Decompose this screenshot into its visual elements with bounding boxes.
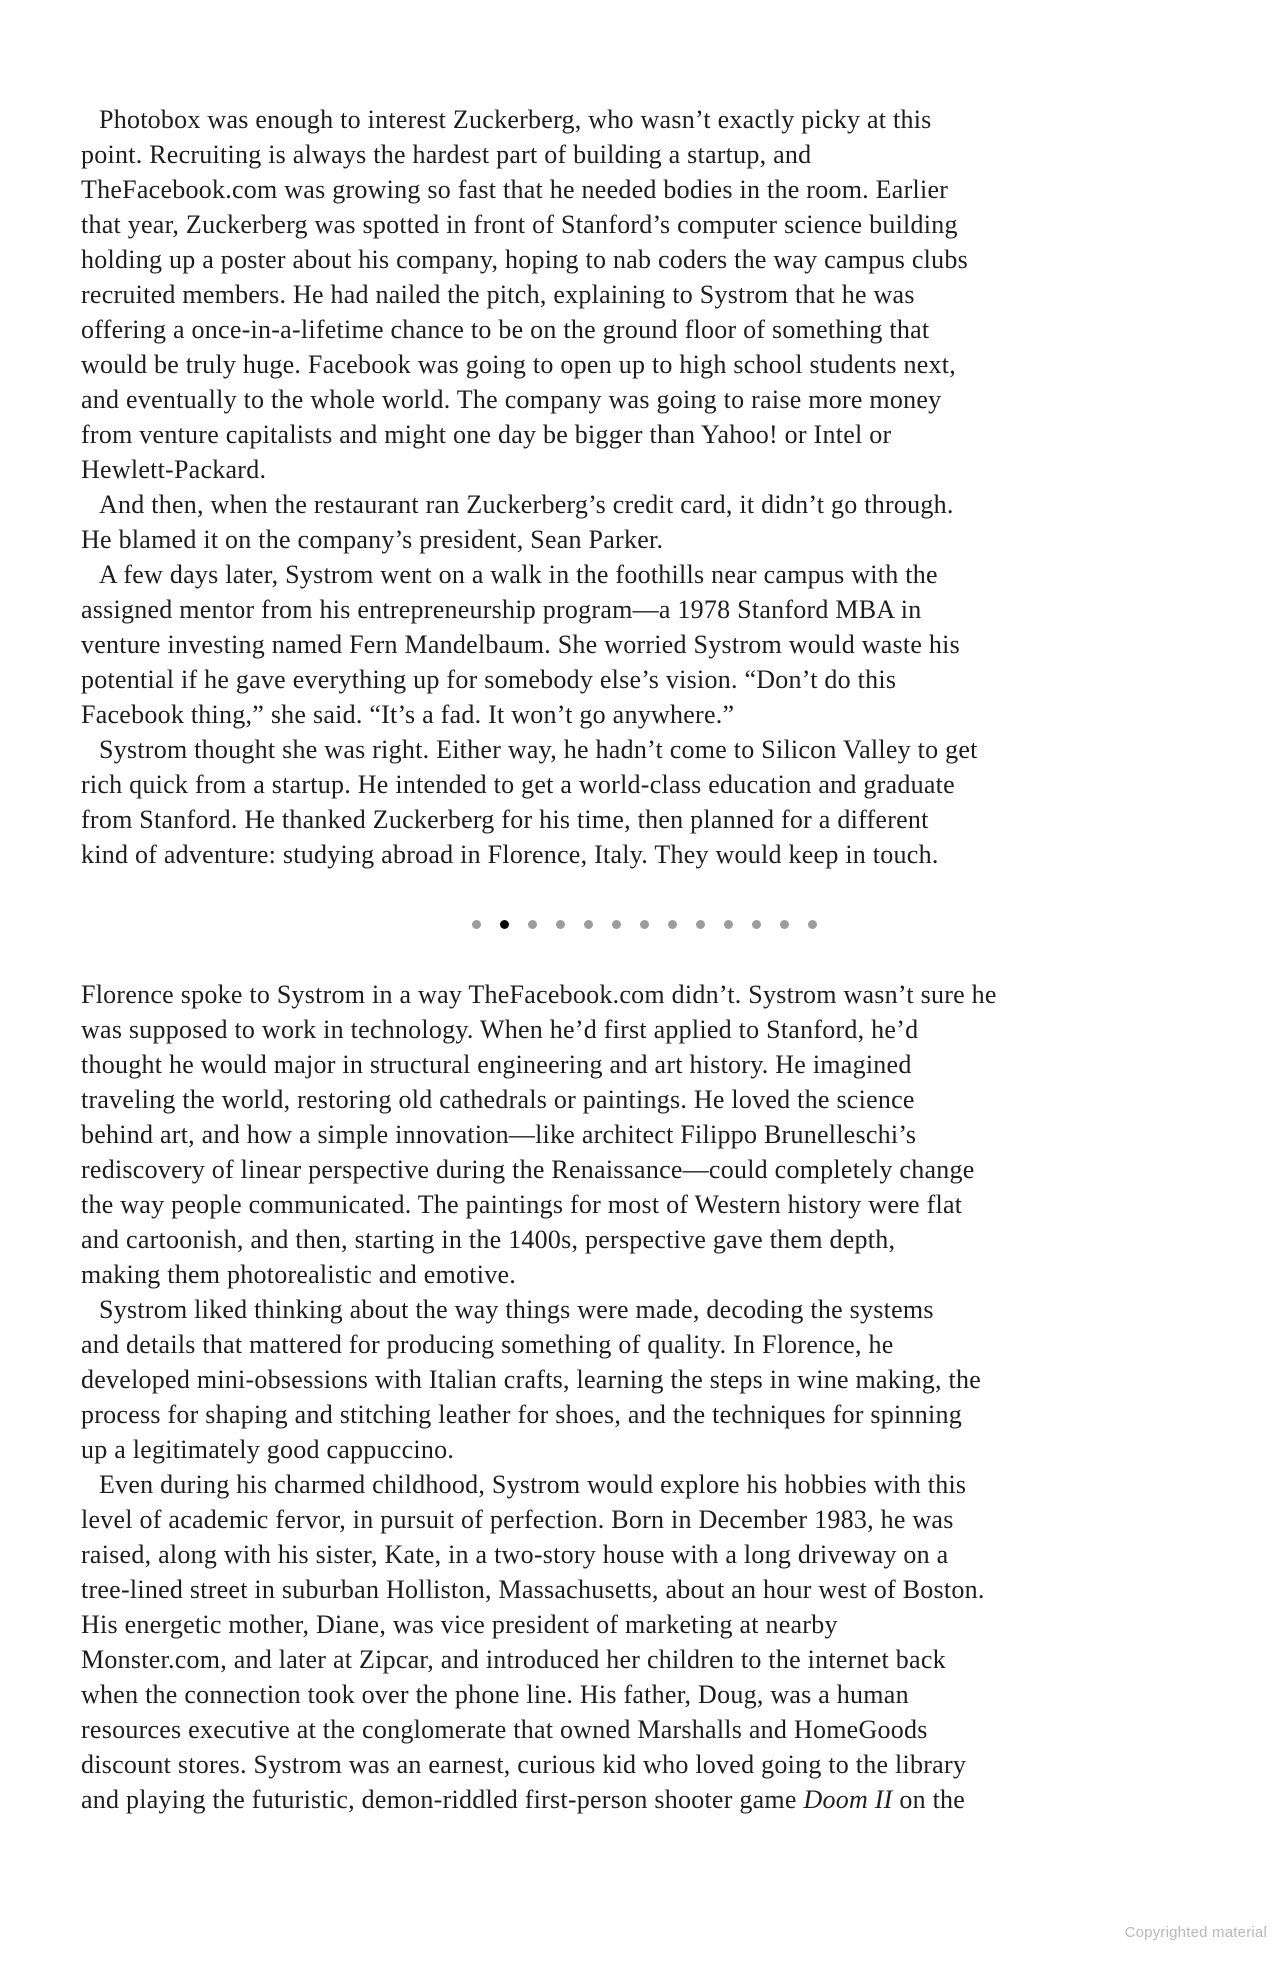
separator-dot xyxy=(472,920,481,929)
text-line xyxy=(81,1782,1191,1817)
text-line: from Stanford. He thanked Zuckerberg for his time, then planned for a different xyxy=(81,805,929,834)
paragraph xyxy=(81,487,1191,557)
text-line: He blamed it on the company’s president, Sean Parker. xyxy=(81,525,664,554)
paragraph xyxy=(81,732,1191,872)
text-line: Even during his charmed childhood, Systrom would explore his hobbies with this xyxy=(99,1470,967,1499)
text-line: when the connection took over the phone line. His father, Doug, was a human xyxy=(81,1680,909,1709)
text-line: making them photorealistic and emotive. xyxy=(81,1260,517,1289)
separator-dot xyxy=(724,920,733,929)
text-line: recruited members. He had nailed the pitch, explaining to Systrom that he was xyxy=(81,280,915,309)
text-line: offering a once-in-a-lifetime chance to be on the ground floor of something that xyxy=(81,315,930,344)
paragraph xyxy=(81,977,1191,1292)
text-line: holding up a poster about his company, hoping to nab coders the way campus clubs xyxy=(81,245,968,274)
text-line: tree-lined street in suburban Holliston, Massachusetts, about an hour west of Boston. xyxy=(81,1575,985,1604)
text-line: that year, Zuckerberg was spotted in front of Stanford’s computer science building xyxy=(81,210,958,239)
text-line: rediscovery of linear perspective during the Renaissance—could completely change xyxy=(81,1155,975,1184)
text-line: Facebook thing,” she said. “It’s a fad. It won’t go anywhere.” xyxy=(81,700,735,729)
text-line: level of academic fervor, in pursuit of perfection. Born in December 1983, he was xyxy=(81,1505,954,1534)
text-line: Photobox was enough to interest Zuckerberg, who wasn’t exactly picky at this xyxy=(99,105,932,134)
text-line: behind art, and how a simple innovation—like architect Filippo Brunelleschi’s xyxy=(81,1120,917,1149)
text-line: And then, when the restaurant ran Zuckerberg’s credit card, it didn’t go through. xyxy=(99,490,954,519)
separator-dot xyxy=(556,920,565,929)
separator-dot xyxy=(584,920,593,929)
separator-dot xyxy=(612,920,621,929)
section-break-dots xyxy=(81,872,1191,977)
text-segment: Doom II xyxy=(803,1785,893,1814)
text-line: His energetic mother, Diane, was vice president of marketing at nearby xyxy=(81,1610,838,1639)
separator-dot xyxy=(500,920,509,929)
text-line: traveling the world, restoring old cathedrals or paintings. He loved the science xyxy=(81,1085,915,1114)
separator-dot xyxy=(696,920,705,929)
text-segment: on the xyxy=(892,1785,966,1814)
text-line: assigned mentor from his entrepreneurship program—a 1978 Stanford MBA in xyxy=(81,595,922,624)
paragraph xyxy=(81,1467,1191,1817)
text-line: would be truly huge. Facebook was going to open up to high school students next, xyxy=(81,350,957,379)
text-line: and eventually to the whole world. The company was going to raise more money xyxy=(81,385,942,414)
text-line: Systrom thought she was right. Either way, he hadn’t come to Silicon Valley to get xyxy=(99,735,978,764)
text-line: from venture capitalists and might one day be bigger than Yahoo! or Intel or xyxy=(81,420,892,449)
text-line: point. Recruiting is always the hardest part of building a startup, and xyxy=(81,140,812,169)
text-line: and cartoonish, and then, starting in the 1400s, perspective gave them depth, xyxy=(81,1225,896,1254)
paragraph xyxy=(81,1292,1191,1467)
text-line: process for shaping and stitching leather for shoes, and the techniques for spinning xyxy=(81,1400,962,1429)
paragraph xyxy=(81,102,1191,487)
separator-dot xyxy=(808,920,817,929)
text-line: Florence spoke to Systrom in a way TheFacebook.com didn’t. Systrom wasn’t sure he xyxy=(81,980,997,1009)
separator-dot xyxy=(752,920,761,929)
text-line: kind of adventure: studying abroad in Florence, Italy. They would keep in touch. xyxy=(81,840,939,869)
text-line: was supposed to work in technology. When he’d first applied to Stanford, he’d xyxy=(81,1015,919,1044)
text-line: A few days later, Systrom went on a walk in the foothills near campus with the xyxy=(99,560,938,589)
text-line: up a legitimately good cappuccino. xyxy=(81,1435,455,1464)
text-line: resources executive at the conglomerate that owned Marshalls and HomeGoods xyxy=(81,1715,928,1744)
text-line: the way people communicated. The paintings for most of Western history were flat xyxy=(81,1190,963,1219)
text-line: TheFacebook.com was growing so fast that he needed bodies in the room. Earlier xyxy=(81,175,949,204)
text-line: rich quick from a startup. He intended to get a world-class education and graduate xyxy=(81,770,955,799)
text-line: venture investing named Fern Mandelbaum. She worried Systrom would waste his xyxy=(81,630,961,659)
text-line: Systrom liked thinking about the way things were made, decoding the systems xyxy=(99,1295,934,1324)
paragraph xyxy=(81,557,1191,732)
text-line: discount stores. Systrom was an earnest, curious kid who loved going to the library xyxy=(81,1750,967,1779)
text-line: raised, along with his sister, Kate, in a two-story house with a long driveway on a xyxy=(81,1540,949,1569)
text-line: and details that mattered for producing something of quality. In Florence, he xyxy=(81,1330,894,1359)
separator-dot xyxy=(640,920,649,929)
separator-dot xyxy=(528,920,537,929)
text-line: Hewlett-Packard. xyxy=(81,455,267,484)
separator-dot xyxy=(668,920,677,929)
text-segment: and playing the futuristic, demon-riddled first-person shooter game xyxy=(81,1785,804,1814)
text-line: Monster.com, and later at Zipcar, and introduced her children to the internet back xyxy=(81,1645,946,1674)
separator-dot xyxy=(780,920,789,929)
copyright-watermark: Copyrighted material xyxy=(1124,1924,1267,1941)
text-line: developed mini-obsessions with Italian crafts, learning the steps in wine making, the xyxy=(81,1365,981,1394)
text-line: thought he would major in structural engineering and art history. He imagined xyxy=(81,1050,912,1079)
text-block xyxy=(81,102,1191,1817)
text-line: potential if he gave everything up for somebody else’s vision. “Don’t do this xyxy=(81,665,897,694)
